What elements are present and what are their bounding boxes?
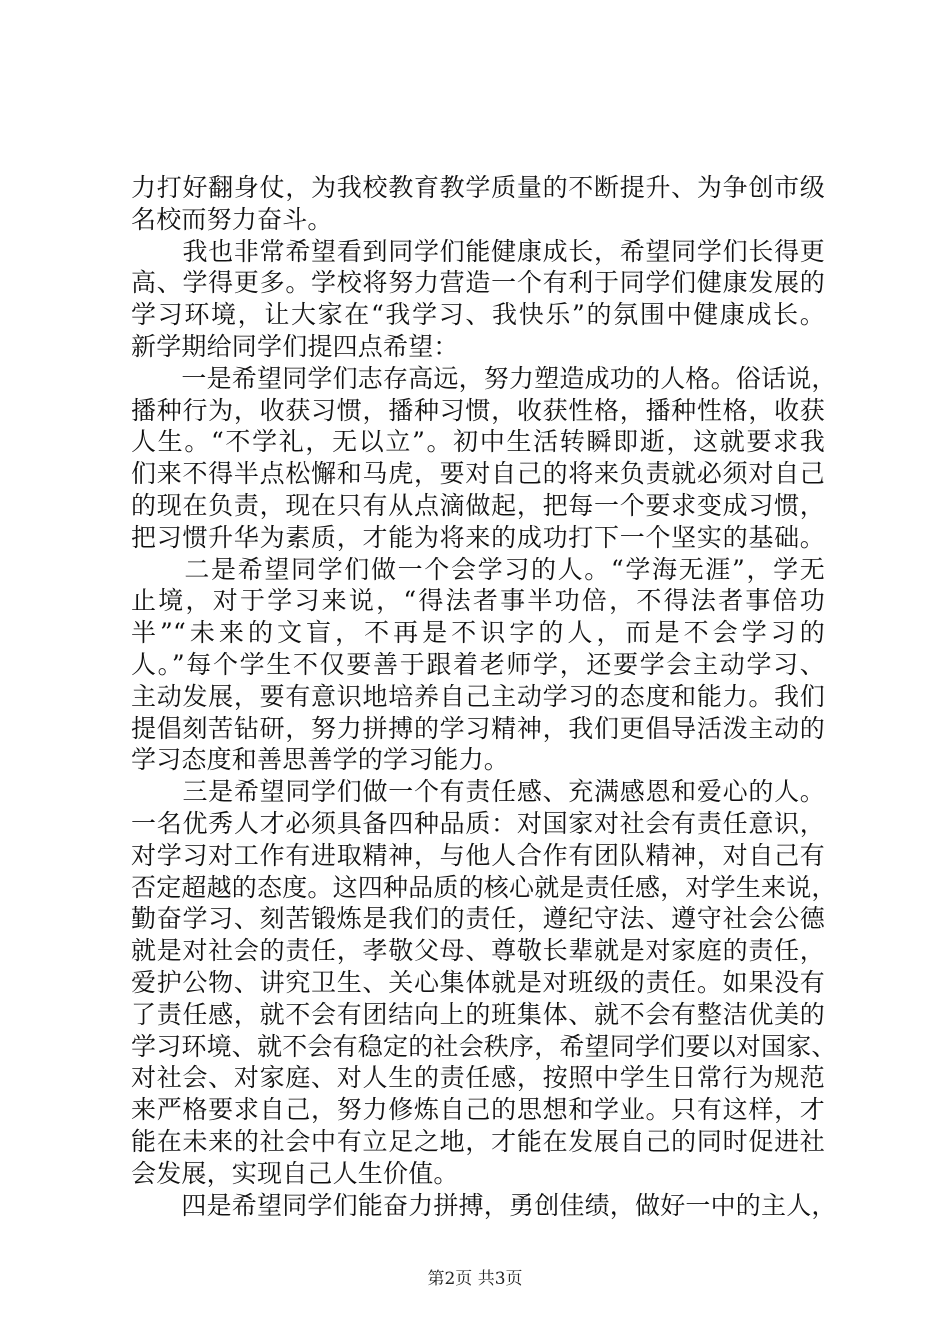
text-line: 爱护公物、讲究卫生、关心集体就是对班级的责任。如果没有 bbox=[131, 967, 825, 997]
text-line: 的现在负责，现在只有从点滴做起，把每一个要求变成习惯， bbox=[131, 490, 825, 520]
text-line: 人生。“不学礼，无以立”。初中生活转瞬即逝，这就要求我 bbox=[131, 427, 825, 457]
text-line: 会发展，实现自己人生价值。 bbox=[131, 1158, 459, 1188]
text-line: 就是对社会的责任，孝敬父母、尊敬长辈就是对家庭的责任， bbox=[131, 936, 825, 966]
text-line: 们来不得半点松懈和马虎，要对自己的将来负责就必须对自己 bbox=[131, 459, 825, 489]
text-line: 学习态度和善思善学的学习能力。 bbox=[131, 745, 510, 775]
text-line: 来严格要求自己，努力修炼自己的思想和学业。只有这样，才 bbox=[131, 1095, 825, 1125]
text-line: 力打好翻身仗，为我校教育教学质量的不断提升、为争创市级 bbox=[131, 173, 825, 202]
text-line: 半”“未来的文盲，不再是不识字的人，而是不会学习的 bbox=[131, 618, 825, 648]
text-line: 对社会、对家庭、对人生的责任感，按照中学生日常行为规范 bbox=[131, 1063, 825, 1093]
text-line: 否定超越的态度。这四种品质的核心就是责任感，对学生来说， bbox=[131, 872, 837, 902]
page-total: 共3页 bbox=[477, 1269, 523, 1289]
text-line: 勤奋学习、刻苦锻炼是我们的责任，遵纪守法、遵守社会公德 bbox=[131, 904, 825, 934]
document-body bbox=[131, 172, 837, 1221]
text-line: 四是希望同学们能奋力拼搏，勇创佳绩，做好一中的主人， bbox=[131, 1190, 837, 1220]
text-line: 学习环境，让大家在“我学习、我快乐”的氛围中健康成长。 bbox=[131, 300, 825, 330]
text-line: 主动发展，要有意识地培养自己主动学习的态度和能力。我们 bbox=[131, 681, 825, 711]
text-line: 高、学得更多。学校将努力营造一个有利于同学们健康发展的 bbox=[131, 268, 825, 298]
text-line: 三是希望同学们做一个有责任感、充满感恩和爱心的人。 bbox=[131, 777, 825, 807]
text-line: 能在未来的社会中有立足之地，才能在发展自己的同时促进社 bbox=[131, 1126, 825, 1156]
text-line: 我也非常希望看到同学们能健康成长，希望同学们长得更 bbox=[131, 236, 825, 266]
text-line: 一名优秀人才必须具备四种品质：对国家对社会有责任意识， bbox=[131, 808, 825, 838]
text-line: 一是希望同学们志存高远，努力塑造成功的人格。俗话说， bbox=[131, 363, 837, 393]
text-line: 提倡刻苦钻研，努力拼搏的学习精神，我们更倡导活泼主动的 bbox=[131, 713, 825, 743]
text-line: 人。”每个学生不仅要善于跟着老师学，还要学会主动学习、 bbox=[131, 649, 825, 679]
text-line: 对学习对工作有进取精神，与他人合作有团队精神，对自己有 bbox=[131, 840, 825, 870]
page-number: 第2页 bbox=[427, 1269, 473, 1289]
text-line: 把习惯升华为素质，才能为将来的成功打下一个坚实的基础。 bbox=[131, 522, 825, 552]
text-line: 学习环境、就不会有稳定的社会秩序，希望同学们要以对国家、 bbox=[131, 1031, 837, 1061]
text-line: 新学期给同学们提四点希望： bbox=[131, 331, 459, 361]
text-line: 播种行为，收获习惯，播种习惯，收获性格，播种性格，收获 bbox=[131, 395, 825, 425]
text-line: 止境，对于学习来说，“得法者事半功倍，不得法者事倍功 bbox=[131, 586, 825, 616]
text-line: 了责任感，就不会有团结向上的班集体、就不会有整洁优美的 bbox=[131, 999, 825, 1029]
text-line: 二是希望同学们做一个会学习的人。“学海无涯”，学无 bbox=[131, 554, 825, 584]
page-footer bbox=[0, 1268, 950, 1290]
text-line: 名校而努力奋斗。 bbox=[131, 204, 333, 234]
